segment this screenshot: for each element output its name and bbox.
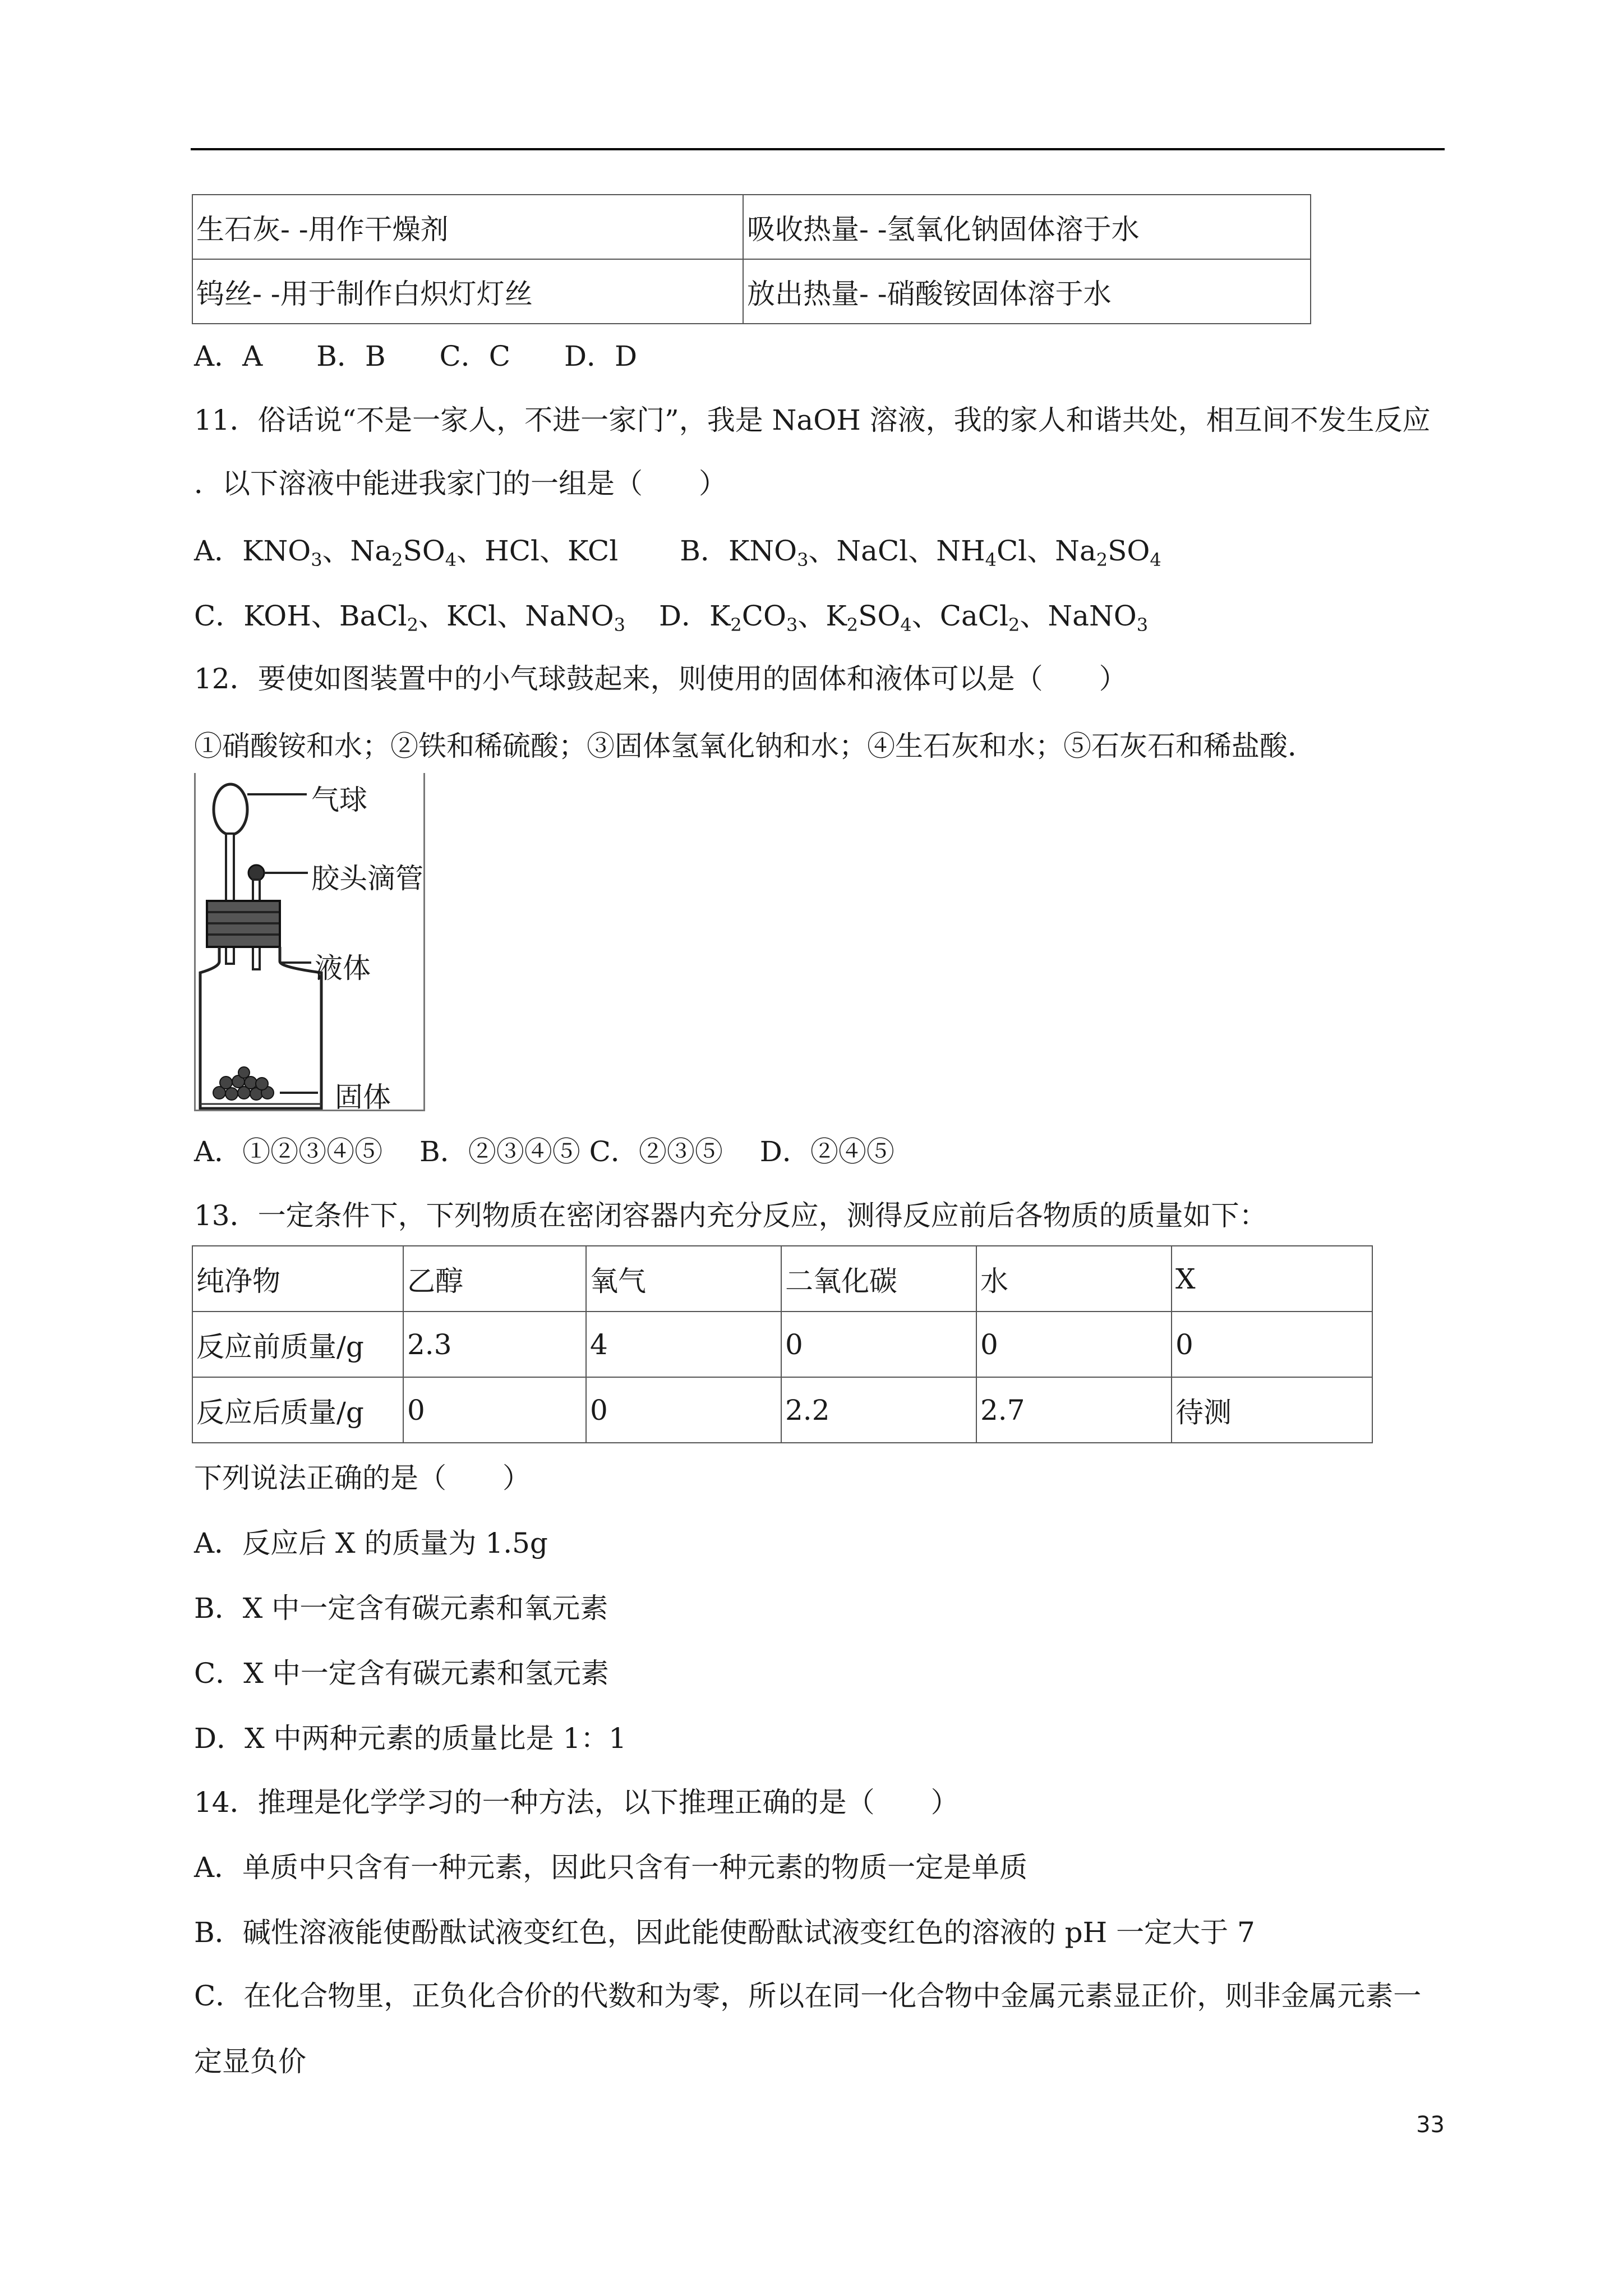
label-liquid: 液体: [315, 952, 371, 984]
q13-option-d: D．X 中两种元素的质量比是 1：1: [194, 1722, 627, 1755]
q13-table: [192, 1245, 1373, 1443]
q14-option-c-line2: 定显负价: [194, 2045, 306, 2078]
q13-cell: 乙醇: [403, 1246, 586, 1312]
apparatus-figure: [194, 773, 425, 1114]
q13-cell: 待测: [1172, 1377, 1372, 1443]
q13-cell: 0: [1172, 1312, 1372, 1377]
q10-cell: 生石灰- -用作干燥剂: [192, 195, 743, 259]
q13-cell: 反应后质量/g: [192, 1377, 403, 1443]
q13-cell: 0: [781, 1312, 976, 1377]
q13-cell: 二氧化碳: [781, 1246, 976, 1312]
q10-cell: 吸收热量- -氢氧化钠固体溶于水: [743, 195, 1311, 259]
q13-stem: 13．一定条件下，下列物质在密闭容器内充分反应，测得反应前后各物质的质量如下：: [194, 1199, 1267, 1232]
solid-pellets: [213, 1067, 274, 1100]
q10-options: [194, 337, 637, 376]
q13-option-b: B．X 中一定含有碳元素和氧元素: [194, 1592, 608, 1625]
q13-cell: 0: [976, 1312, 1172, 1377]
q13-cell: 水: [976, 1246, 1172, 1312]
q11-option-c: C．KOH、BaCl$_2$、KCl、NaNO$_3$: [194, 600, 625, 636]
q11-options-cd: [194, 596, 1148, 636]
q13-cell: 氧气: [586, 1246, 781, 1312]
q13-cell: 反应前质量/g: [192, 1312, 403, 1377]
balloon-shape: [214, 784, 247, 835]
q13-option-a: A．反应后 X 的质量为 1.5g: [194, 1527, 548, 1559]
q13-cell: 2.2: [781, 1377, 976, 1443]
q13-prompt: 下列说法正确的是（ ）: [194, 1462, 531, 1494]
q14-option-b: B．碱性溶液能使酚酞试液变红色，因此能使酚酞试液变红色的溶液的 pH 一定大于 7: [194, 1916, 1255, 1949]
q10-cell: 钨丝- -用于制作白炽灯灯丝: [192, 259, 743, 324]
label-dropper: 胶头滴管: [311, 862, 423, 895]
q11-stem-line1: 11．俗话说“不是一家人，不进一家门”，我是 NaOH 溶液，我的家人和谐共处，相互间不发生反应: [194, 404, 1431, 436]
q14-option-a: A．单质中只含有一种元素，因此只含有一种元素的物质一定是单质: [194, 1851, 1028, 1884]
q11-option-d: D．$K_2CO_3$、$K_2SO_4$、CaCl$_2$、NaNO$_3$: [658, 600, 1149, 636]
q13-option-c: C．X 中一定含有碳元素和氢元素: [194, 1657, 609, 1690]
page-number: 33: [1416, 2112, 1445, 2138]
q13-cell: 2.3: [403, 1312, 586, 1377]
header-rule: [191, 148, 1445, 150]
q14-stem: 14．推理是化学学习的一种方法，以下推理正确的是（ ）: [194, 1786, 959, 1819]
q11-option-a: A．$KNO_3$、$Na_2SO_4$、HCl、KCl: [194, 535, 619, 570]
apparatus-diagram: [196, 773, 423, 1110]
q13-cell: 0: [403, 1377, 586, 1443]
q10-table: [192, 194, 1311, 324]
label-balloon: 气球: [311, 784, 367, 816]
q14-option-c-line1: C．在化合物里，正负化合价的代数和为零，所以在同一化合物中金属元素显正价，则非金属元素一: [194, 1980, 1422, 2012]
q13-cell: 4: [586, 1312, 781, 1377]
q10-cell: 放出热量- -硝酸铵固体溶于水: [743, 259, 1311, 324]
label-solid: 固体: [335, 1081, 391, 1114]
q10-option-c: C．C: [439, 340, 511, 372]
q10-option-d: D．D: [564, 340, 638, 372]
q13-cell: 2.7: [976, 1377, 1172, 1443]
q12-choices: ①硝酸铵和水；②铁和稀硫酸；③固体氢氧化钠和水；④生石灰和水；⑤石灰石和稀盐酸．: [194, 730, 1316, 762]
q10-option-b: B．B: [316, 340, 386, 372]
q11-stem-line2: ．以下溶液中能进我家门的一组是（ ）: [194, 467, 727, 500]
q12-stem: 12．要使如图装置中的小气球鼓起来，则使用的固体和液体可以是（ ）: [194, 662, 1127, 695]
q10-option-a: A．A: [194, 340, 263, 372]
q13-cell: X: [1172, 1246, 1372, 1312]
q11-options-ab: [194, 531, 1161, 570]
q11-option-b: B．$KNO_3$、NaCl、$NH_4Cl$、$Na_2SO_4$: [680, 535, 1161, 570]
q13-cell: 纯净物: [192, 1246, 403, 1312]
dropper-bulb: [248, 865, 264, 881]
q12-options: A．①②③④⑤ B．②③④⑤ C．②③⑤ D．②④⑤: [194, 1135, 895, 1168]
q13-cell: 0: [586, 1377, 781, 1443]
